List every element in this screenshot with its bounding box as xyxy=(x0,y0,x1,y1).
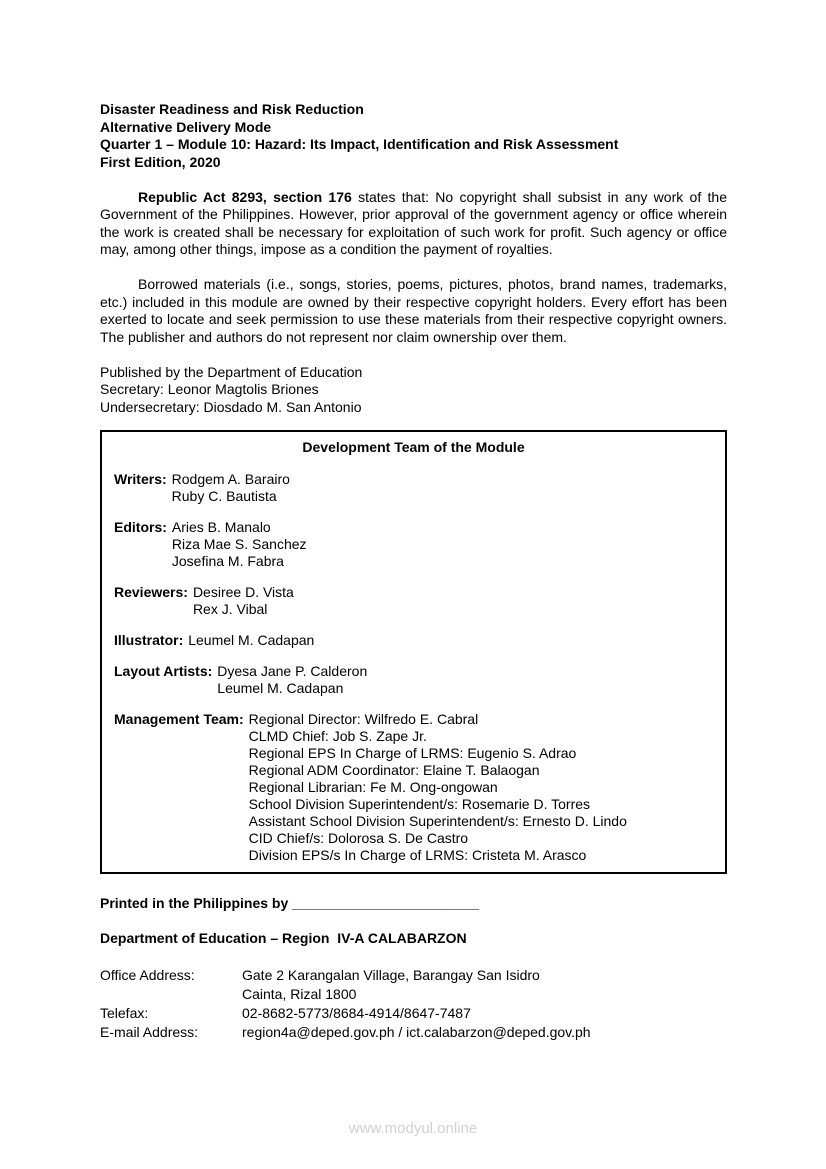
dev-team-line: Ruby C. Bautista xyxy=(171,488,277,504)
dev-team-label: Editors: xyxy=(114,519,167,535)
dev-team-line: Division EPS/s In Charge of LRMS: Cristeta M. Arasco xyxy=(248,847,587,863)
module-subject-title: Disaster Readiness and Risk Reduction xyxy=(100,101,364,117)
published-by-block xyxy=(100,364,727,417)
contact-row-telefax xyxy=(100,1004,727,1023)
printed-in-philippines-label: Printed in the Philippines by xyxy=(100,895,293,911)
dev-team-entry-layout-artists xyxy=(114,663,713,697)
module-quarter-title: Quarter 1 – Module 10: Hazard: Its Impact, Identification and Risk Assessment xyxy=(100,136,619,152)
printed-by-blank-line: ________________________ xyxy=(292,895,480,911)
office-address-value xyxy=(242,966,540,1004)
dev-team-entry-editors xyxy=(114,519,713,570)
dev-team-lines xyxy=(188,632,314,649)
dev-team-lines xyxy=(172,519,307,570)
dev-team-label: Reviewers: xyxy=(114,584,188,600)
undersecretary-line: Undersecretary: Diosdado M. San Antonio xyxy=(100,398,362,415)
contact-info-block xyxy=(100,966,727,1042)
copyright-paragraph-text: states that: No copyright shall subsist in any work of the Government of the Philippines. However, prior approval of the government agency or office wherein the work is created shall be necessary for exploitation of such work for profit. Such agency or office may, among other things, impose as a condition the payment of royalties. xyxy=(100,188,727,257)
module-delivery-mode: Alternative Delivery Mode xyxy=(100,118,272,135)
dev-team-label: Illustrator: xyxy=(114,632,184,648)
email-address-label: E-mail Address: xyxy=(100,1024,199,1040)
telefax-label: Telefax: xyxy=(100,1005,149,1021)
dev-team-label: Writers: xyxy=(114,471,167,487)
dev-team-lines xyxy=(249,711,627,864)
dev-team-line: School Division Superintendent/s: Rosemarie D. Torres xyxy=(248,796,591,812)
dev-team-label: Management Team: xyxy=(114,711,244,727)
dev-team-entry-writers xyxy=(114,471,713,505)
dev-team-entry-management-team xyxy=(114,711,713,864)
dev-team-line: CLMD Chief: Job S. Zape Jr. xyxy=(248,728,427,744)
dev-team-line: Regional EPS In Charge of LRMS: Eugenio S. Adrao xyxy=(248,745,577,761)
dev-team-box xyxy=(100,430,727,874)
contact-row-email xyxy=(100,1023,727,1042)
contact-row-office-address xyxy=(100,966,727,1004)
dev-team-line: Dyesa Jane P. Calderon xyxy=(217,663,368,679)
module-header xyxy=(100,101,727,171)
dev-team-line: Rodgem A. Barairo xyxy=(171,471,290,487)
dev-team-entry-reviewers xyxy=(114,584,713,618)
dev-team-line: Assistant School Division Superintendent/s: Ernesto D. Lindo xyxy=(248,813,627,829)
dev-team-lines xyxy=(193,584,294,618)
office-address-label: Office Address: xyxy=(100,967,195,983)
telefax-value: 02-8682-5773/8684-4914/8647-7487 xyxy=(242,1005,471,1021)
dev-team-entry-illustrator xyxy=(114,632,713,649)
watermark-text: www.modyul.online xyxy=(348,1120,478,1137)
dev-team-lines xyxy=(172,471,290,505)
republic-act-bold-lead: Republic Act 8293, section 176 xyxy=(138,188,352,205)
email-address-value: region4a@deped.gov.ph / ict.calabarzon@deped.gov.ph xyxy=(242,1024,591,1040)
dev-team-line: Riza Mae S. Sanchez xyxy=(171,536,307,552)
dev-team-line: CID Chief/s: Dolorosa S. De Castro xyxy=(248,830,469,846)
dev-team-line: Aries B. Manalo xyxy=(171,519,271,535)
copyright-paragraph xyxy=(100,189,727,259)
dev-team-lines xyxy=(217,663,367,697)
dev-team-line: Regional ADM Coordinator: Elaine T. Balaogan xyxy=(248,762,540,778)
dev-team-label: Layout Artists: xyxy=(114,663,213,679)
department-region-line: Department of Education – Region IV-A CALABARZON xyxy=(100,929,467,946)
dev-team-line: Regional Librarian: Fe M. Ong-ongowan xyxy=(248,779,498,795)
secretary-line: Secretary: Leonor Magtolis Briones xyxy=(100,381,319,397)
dev-team-title: Development Team of the Module xyxy=(302,439,525,455)
office-address-line: Cainta, Rizal 1800 xyxy=(242,986,357,1002)
dev-team-line: Leumel M. Cadapan xyxy=(217,680,344,696)
dev-team-line: Josefina M. Fabra xyxy=(171,553,284,569)
dev-team-line: Desiree D. Vista xyxy=(192,584,294,600)
printed-in-philippines-line xyxy=(100,895,727,913)
dev-team-line: Rex J. Vibal xyxy=(192,601,268,617)
borrowed-materials-paragraph: Borrowed materials (i.e., songs, stories, poems, pictures, photos, brand names, trademarks, etc.) included in this module are owned by their respective copyright holders. Every effort has been exerted to locate and seek permission to use these materials from their respective copyright owners. The publisher and authors do not represent nor claim ownership over them. xyxy=(100,276,727,345)
dev-team-line: Regional Director: Wilfredo E. Cabral xyxy=(248,711,479,727)
module-edition: First Edition, 2020 xyxy=(100,153,221,170)
published-by-line: Published by the Department of Education xyxy=(100,363,363,380)
dev-team-line: Leumel M. Cadapan xyxy=(188,632,315,648)
office-address-line: Gate 2 Karangalan Village, Barangay San Isidro xyxy=(242,967,540,983)
